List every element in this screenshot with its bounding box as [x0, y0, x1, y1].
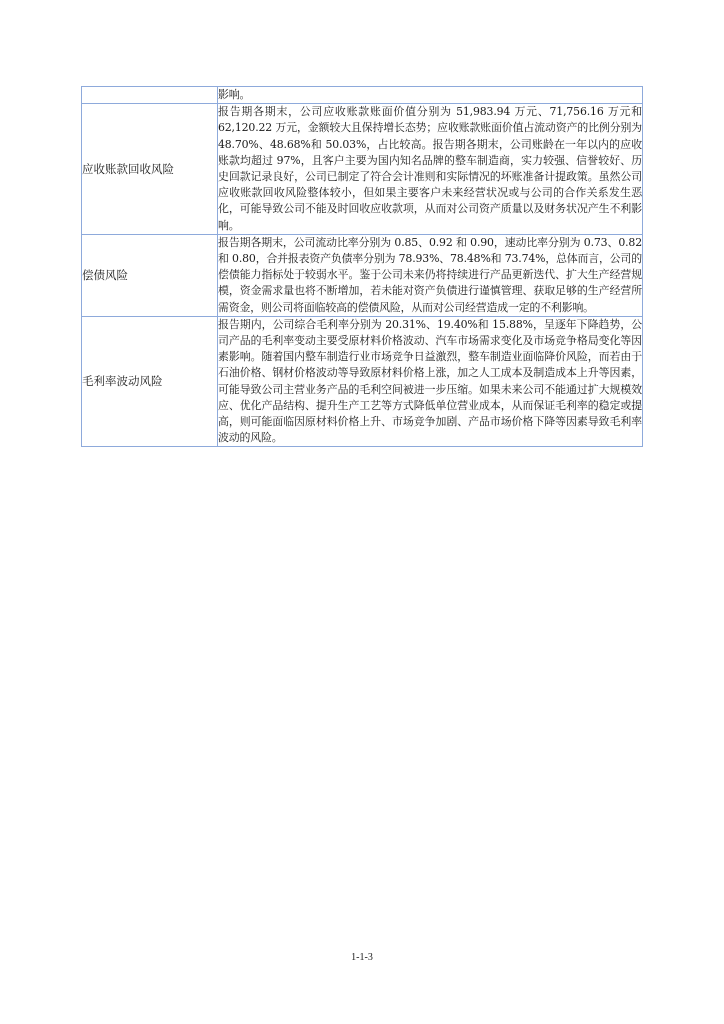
risk-name-cell: 毛利率波动风险	[82, 316, 218, 447]
risk-name-cell	[82, 87, 218, 104]
risk-factor-table	[81, 86, 643, 447]
table-row	[82, 87, 643, 104]
table-row	[82, 104, 643, 235]
risk-description-cell: 报告期各期末，公司流动比率分别为 0.85、0.92 和 0.90，速动比率分别为 0.73、0.82 和 0.80，合并报表资产负债率分别为 78.93%、78.48%和 73.74%，总体而言，公司的偿债能力指标处于较弱水平。鉴于公司未来仍将持续进行产品更新迭代、扩大生产经营规模，资金需求量也将不断增加，若未能对资产负债进行谨慎管理、获取足够的生产经营所需资金，则公司将面临较高的偿债风险，从而对公司经营造成一定的不利影响。	[218, 234, 643, 316]
risk-description-cell: 影响。	[218, 87, 643, 104]
risk-description-cell: 报告期内，公司综合毛利率分别为 20.31%、19.40%和 15.88%，呈逐年下降趋势，公司产品的毛利率变动主要受原材料价格波动、汽车市场需求变化及市场竞争格局变化等因素影响。随着国内整车制造行业市场竞争日益激烈，整车制造业面临降价风险，而若由于石油价格、钢材价格波动等导致原材料价格上涨，加之人工成本及制造成本上升等因素，可能导致公司主营业务产品的毛利空间被进一步压缩。如果未来公司不能通过扩大规模效应、优化产品结构、提升生产工艺等方式降低单位营业成本，从而保证毛利率的稳定或提高，则可能面临因原材料价格上升、市场竞争加剧、产品市场价格下降等因素导致毛利率波动的风险。	[218, 316, 643, 447]
risk-name-cell: 应收账款回收风险	[82, 104, 218, 235]
risk-description-cell: 报告期各期末，公司应收账款账面价值分别为 51,983.94 万元、71,756.16 万元和 62,120.22 万元，金额较大且保持增长态势；应收账款账面价值占流动资产的比例分别为 48.70%、48.68%和 50.03%，占比较高。报告期各期末，公司账龄在一年以内的应收账款均超过 97%，且客户主要为国内知名品牌的整车制造商，实力较强、信誉较好、历史回款记录良好，公司已制定了符合会计准则和实际情况的坏账准备计提政策。虽然公司应收账款回收风险整体较小，但如果主要客户未来经营状况或与公司的合作关系发生恶化，可能导致公司不能及时回收应收款项，从而对公司资产质量以及财务状况产生不利影响。	[218, 104, 643, 235]
page-number: 1-1-3	[351, 952, 373, 963]
table-row	[82, 234, 643, 316]
table-row	[82, 316, 643, 447]
risk-name-cell: 偿债风险	[82, 234, 218, 316]
